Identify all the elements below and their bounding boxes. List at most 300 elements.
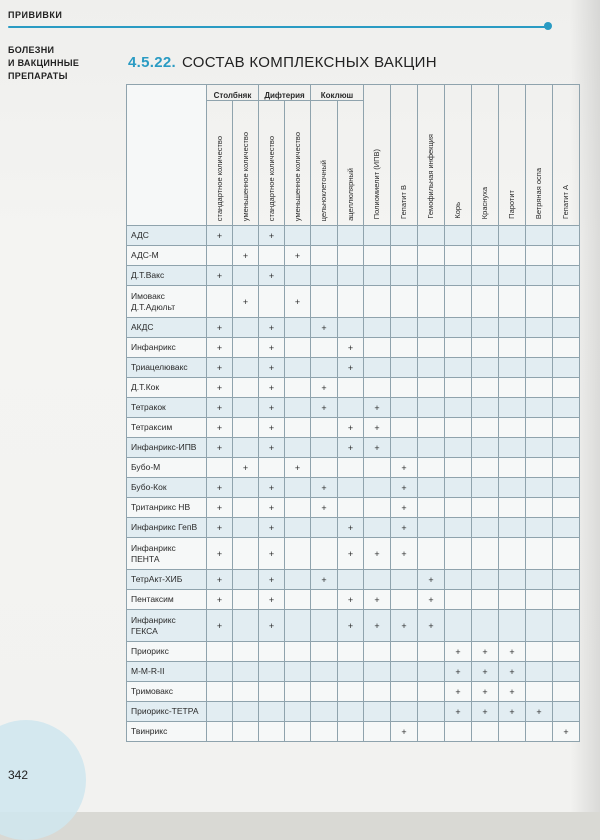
component-cell bbox=[311, 642, 338, 662]
component-cell bbox=[233, 498, 259, 518]
component-cell bbox=[233, 338, 259, 358]
vaccine-name: Д.Т.Кок bbox=[127, 378, 207, 398]
component-cell: + bbox=[259, 358, 285, 378]
vaccine-name: АКДС bbox=[127, 318, 207, 338]
component-cell bbox=[285, 702, 311, 722]
component-cell bbox=[472, 610, 499, 642]
component-cell bbox=[553, 418, 580, 438]
header-rule bbox=[8, 26, 548, 28]
component-cell bbox=[391, 590, 418, 610]
component-cell bbox=[418, 518, 445, 538]
component-cell bbox=[553, 378, 580, 398]
component-cell bbox=[338, 398, 364, 418]
vaccine-name: Приорикс-ТЕТРА bbox=[127, 702, 207, 722]
component-cell bbox=[233, 378, 259, 398]
group-tetanus: Столбняк bbox=[207, 85, 259, 101]
component-cell bbox=[445, 498, 472, 518]
component-cell bbox=[364, 358, 391, 378]
component-cell bbox=[338, 662, 364, 682]
component-cell bbox=[445, 418, 472, 438]
component-cell bbox=[311, 458, 338, 478]
component-cell: + bbox=[364, 590, 391, 610]
component-cell bbox=[338, 642, 364, 662]
component-cell: + bbox=[207, 398, 233, 418]
col-header-mumps: Паротит bbox=[499, 85, 526, 226]
component-cell bbox=[553, 358, 580, 378]
table-row bbox=[127, 226, 580, 246]
component-cell bbox=[338, 498, 364, 518]
component-cell bbox=[338, 722, 364, 742]
component-cell bbox=[311, 418, 338, 438]
component-cell bbox=[499, 438, 526, 458]
component-cell bbox=[499, 338, 526, 358]
component-cell bbox=[526, 518, 553, 538]
component-cell bbox=[233, 418, 259, 438]
vaccine-name: Инфанрикс ГЕКСА bbox=[127, 610, 207, 642]
component-cell: + bbox=[207, 418, 233, 438]
component-cell bbox=[391, 570, 418, 590]
vaccine-name: Бубо-М bbox=[127, 458, 207, 478]
component-cell bbox=[445, 338, 472, 358]
component-cell bbox=[526, 458, 553, 478]
component-cell bbox=[233, 702, 259, 722]
table-row bbox=[127, 538, 580, 570]
component-cell: + bbox=[259, 418, 285, 438]
table-body bbox=[127, 226, 580, 742]
component-cell bbox=[418, 358, 445, 378]
title-number: 4.5.22. bbox=[128, 54, 176, 71]
component-cell bbox=[418, 538, 445, 570]
col-header-pertussis-whole-cell: цельноклеточный bbox=[311, 101, 338, 226]
component-cell: + bbox=[364, 610, 391, 642]
component-cell bbox=[207, 702, 233, 722]
table-row bbox=[127, 418, 580, 438]
table-row bbox=[127, 498, 580, 518]
component-cell: + bbox=[391, 518, 418, 538]
component-cell bbox=[285, 590, 311, 610]
component-cell bbox=[418, 438, 445, 458]
component-cell bbox=[472, 518, 499, 538]
component-cell: + bbox=[259, 318, 285, 338]
component-cell bbox=[233, 590, 259, 610]
table-row bbox=[127, 642, 580, 662]
component-cell bbox=[391, 338, 418, 358]
component-cell bbox=[472, 226, 499, 246]
component-cell bbox=[553, 226, 580, 246]
component-cell bbox=[259, 722, 285, 742]
component-cell: + bbox=[207, 570, 233, 590]
component-cell: + bbox=[391, 478, 418, 498]
component-cell: + bbox=[233, 286, 259, 318]
component-cell bbox=[445, 458, 472, 478]
component-cell bbox=[418, 266, 445, 286]
component-cell bbox=[391, 286, 418, 318]
component-cell bbox=[499, 398, 526, 418]
col-header-diphtheria-reduced: уменьшенное количество bbox=[285, 101, 311, 226]
component-cell bbox=[364, 246, 391, 266]
component-cell bbox=[311, 610, 338, 642]
component-cell bbox=[259, 246, 285, 266]
component-cell: + bbox=[233, 246, 259, 266]
component-cell bbox=[364, 498, 391, 518]
component-cell: + bbox=[285, 286, 311, 318]
vaccine-name: ТетрАкт-ХИБ bbox=[127, 570, 207, 590]
component-cell bbox=[418, 418, 445, 438]
col-header-varicella: Ветряная оспа bbox=[526, 85, 553, 226]
component-cell: + bbox=[259, 498, 285, 518]
component-cell: + bbox=[207, 318, 233, 338]
component-cell bbox=[499, 498, 526, 518]
component-cell bbox=[207, 662, 233, 682]
component-cell bbox=[526, 378, 553, 398]
component-cell: + bbox=[338, 610, 364, 642]
component-cell bbox=[233, 398, 259, 418]
component-cell bbox=[233, 722, 259, 742]
table-row bbox=[127, 246, 580, 266]
component-cell bbox=[418, 286, 445, 318]
component-cell: + bbox=[311, 570, 338, 590]
component-cell: + bbox=[499, 642, 526, 662]
component-cell bbox=[553, 498, 580, 518]
component-cell bbox=[499, 418, 526, 438]
component-cell: + bbox=[233, 458, 259, 478]
component-cell bbox=[553, 318, 580, 338]
component-cell: + bbox=[418, 570, 445, 590]
col-header-measles: Корь bbox=[445, 85, 472, 226]
component-cell: + bbox=[311, 378, 338, 398]
component-cell bbox=[472, 538, 499, 570]
component-cell bbox=[472, 358, 499, 378]
component-cell bbox=[259, 702, 285, 722]
component-cell bbox=[285, 378, 311, 398]
component-cell: + bbox=[553, 722, 580, 742]
component-cell bbox=[311, 266, 338, 286]
component-cell bbox=[526, 418, 553, 438]
component-cell bbox=[526, 610, 553, 642]
component-cell bbox=[233, 358, 259, 378]
component-cell bbox=[311, 438, 338, 458]
component-cell: + bbox=[259, 398, 285, 418]
component-cell bbox=[472, 378, 499, 398]
component-cell: + bbox=[526, 702, 553, 722]
group-header-row bbox=[127, 85, 580, 101]
component-cell: + bbox=[338, 438, 364, 458]
component-cell bbox=[391, 682, 418, 702]
component-cell bbox=[553, 642, 580, 662]
component-cell: + bbox=[207, 358, 233, 378]
vaccine-name: Имовакс Д.Т.Адюльт bbox=[127, 286, 207, 318]
component-cell bbox=[553, 266, 580, 286]
component-cell bbox=[526, 682, 553, 702]
component-cell: + bbox=[338, 418, 364, 438]
component-cell bbox=[445, 438, 472, 458]
vaccine-name: Инфанрикс bbox=[127, 338, 207, 358]
component-cell bbox=[364, 338, 391, 358]
component-cell bbox=[364, 662, 391, 682]
table-row bbox=[127, 518, 580, 538]
vaccine-composition-table bbox=[126, 84, 580, 742]
component-cell: + bbox=[391, 538, 418, 570]
component-cell: + bbox=[445, 682, 472, 702]
component-cell bbox=[311, 286, 338, 318]
component-cell bbox=[364, 266, 391, 286]
component-cell bbox=[364, 702, 391, 722]
component-cell bbox=[553, 538, 580, 570]
component-cell bbox=[233, 438, 259, 458]
component-cell bbox=[285, 266, 311, 286]
vaccine-name: Д.Т.Вакс bbox=[127, 266, 207, 286]
table-row bbox=[127, 378, 580, 398]
component-cell bbox=[364, 570, 391, 590]
component-cell bbox=[285, 478, 311, 498]
component-cell bbox=[311, 590, 338, 610]
col-header-hepb: Гепатит B bbox=[391, 85, 418, 226]
component-cell: + bbox=[418, 610, 445, 642]
component-cell bbox=[311, 682, 338, 702]
component-cell bbox=[472, 398, 499, 418]
component-cell bbox=[445, 722, 472, 742]
component-cell bbox=[445, 226, 472, 246]
component-cell bbox=[391, 418, 418, 438]
component-cell: + bbox=[338, 590, 364, 610]
component-cell bbox=[391, 642, 418, 662]
component-cell bbox=[364, 682, 391, 702]
component-cell bbox=[445, 358, 472, 378]
component-cell bbox=[207, 286, 233, 318]
component-cell bbox=[445, 318, 472, 338]
component-cell bbox=[553, 518, 580, 538]
component-cell: + bbox=[207, 266, 233, 286]
component-cell bbox=[418, 226, 445, 246]
component-cell bbox=[259, 642, 285, 662]
col-header-hepa: Гепатит A bbox=[553, 85, 580, 226]
component-cell: + bbox=[207, 538, 233, 570]
component-cell: + bbox=[285, 246, 311, 266]
title-text: СОСТАВ КОМПЛЕКСНЫХ ВАКЦИН bbox=[181, 54, 437, 71]
component-cell: + bbox=[499, 682, 526, 702]
component-cell bbox=[285, 642, 311, 662]
component-cell bbox=[445, 266, 472, 286]
component-cell bbox=[391, 378, 418, 398]
component-cell bbox=[338, 378, 364, 398]
component-cell bbox=[338, 682, 364, 702]
component-cell bbox=[526, 642, 553, 662]
component-cell bbox=[285, 226, 311, 246]
component-cell bbox=[553, 610, 580, 642]
component-cell: + bbox=[338, 518, 364, 538]
component-cell bbox=[445, 538, 472, 570]
component-cell: + bbox=[259, 378, 285, 398]
component-cell bbox=[499, 570, 526, 590]
component-cell bbox=[418, 246, 445, 266]
component-cell: + bbox=[311, 398, 338, 418]
component-cell bbox=[364, 642, 391, 662]
component-cell bbox=[553, 286, 580, 318]
table-row bbox=[127, 286, 580, 318]
component-cell: + bbox=[364, 438, 391, 458]
component-cell bbox=[285, 358, 311, 378]
component-cell: + bbox=[259, 338, 285, 358]
component-cell bbox=[418, 478, 445, 498]
component-cell bbox=[418, 662, 445, 682]
component-cell: + bbox=[259, 538, 285, 570]
component-cell: + bbox=[207, 378, 233, 398]
component-cell: + bbox=[472, 702, 499, 722]
component-cell: + bbox=[364, 418, 391, 438]
component-cell bbox=[233, 226, 259, 246]
component-cell bbox=[311, 246, 338, 266]
component-cell bbox=[472, 266, 499, 286]
component-cell bbox=[526, 662, 553, 682]
component-cell bbox=[311, 722, 338, 742]
component-cell bbox=[285, 722, 311, 742]
component-cell bbox=[553, 398, 580, 418]
col-header-hib: Гемофильная инфекция bbox=[418, 85, 445, 226]
component-cell bbox=[445, 398, 472, 418]
col-header-polio: Полиомиелит (ИПВ) bbox=[364, 85, 391, 226]
component-cell: + bbox=[259, 610, 285, 642]
component-cell bbox=[207, 722, 233, 742]
table-row bbox=[127, 358, 580, 378]
component-cell bbox=[391, 246, 418, 266]
component-cell bbox=[553, 662, 580, 682]
component-cell bbox=[364, 378, 391, 398]
vaccine-name: Тританрикс НВ bbox=[127, 498, 207, 518]
component-cell bbox=[285, 438, 311, 458]
component-cell bbox=[311, 662, 338, 682]
component-cell: + bbox=[364, 398, 391, 418]
component-cell bbox=[364, 722, 391, 742]
component-cell bbox=[285, 570, 311, 590]
component-cell bbox=[207, 246, 233, 266]
component-cell: + bbox=[472, 662, 499, 682]
component-cell bbox=[364, 318, 391, 338]
component-cell: + bbox=[259, 438, 285, 458]
component-cell bbox=[445, 378, 472, 398]
component-cell bbox=[499, 286, 526, 318]
vaccine-name: АДС bbox=[127, 226, 207, 246]
col-header-rubella: Краснуха bbox=[472, 85, 499, 226]
component-cell bbox=[233, 538, 259, 570]
table-row bbox=[127, 266, 580, 286]
component-cell bbox=[472, 478, 499, 498]
component-cell bbox=[207, 682, 233, 702]
component-cell: + bbox=[445, 642, 472, 662]
component-cell bbox=[311, 358, 338, 378]
table-row bbox=[127, 398, 580, 418]
component-cell: + bbox=[445, 662, 472, 682]
component-cell: + bbox=[499, 662, 526, 682]
vaccine-name: АДС-М bbox=[127, 246, 207, 266]
component-cell bbox=[472, 570, 499, 590]
component-cell bbox=[285, 538, 311, 570]
table-row bbox=[127, 478, 580, 498]
vaccine-name: Пентаксим bbox=[127, 590, 207, 610]
component-cell: + bbox=[259, 478, 285, 498]
component-cell bbox=[526, 498, 553, 518]
component-cell bbox=[285, 662, 311, 682]
vaccine-name: Инфанрикс-ИПВ bbox=[127, 438, 207, 458]
component-cell bbox=[391, 702, 418, 722]
component-cell: + bbox=[391, 458, 418, 478]
vaccine-name: Тримовакс bbox=[127, 682, 207, 702]
vaccine-name: Твинрикс bbox=[127, 722, 207, 742]
component-cell bbox=[338, 286, 364, 318]
component-cell bbox=[418, 338, 445, 358]
component-cell bbox=[418, 642, 445, 662]
component-cell bbox=[499, 590, 526, 610]
component-cell bbox=[233, 610, 259, 642]
component-cell bbox=[499, 722, 526, 742]
col-header-tetanus-standard: стандартное количество bbox=[207, 101, 233, 226]
component-cell bbox=[472, 318, 499, 338]
component-cell bbox=[338, 478, 364, 498]
component-cell bbox=[553, 590, 580, 610]
component-cell bbox=[472, 418, 499, 438]
component-cell bbox=[445, 570, 472, 590]
component-cell: + bbox=[285, 458, 311, 478]
component-cell bbox=[207, 458, 233, 478]
component-cell bbox=[364, 518, 391, 538]
component-cell: + bbox=[364, 538, 391, 570]
table-row bbox=[127, 610, 580, 642]
component-cell bbox=[311, 702, 338, 722]
component-cell bbox=[526, 570, 553, 590]
component-cell bbox=[391, 438, 418, 458]
component-cell: + bbox=[259, 590, 285, 610]
table-row bbox=[127, 682, 580, 702]
component-cell bbox=[418, 378, 445, 398]
component-cell bbox=[233, 642, 259, 662]
component-cell bbox=[526, 318, 553, 338]
component-cell bbox=[364, 286, 391, 318]
component-cell bbox=[418, 722, 445, 742]
vaccine-name: Тетраксим bbox=[127, 418, 207, 438]
component-cell bbox=[259, 682, 285, 702]
component-cell bbox=[499, 610, 526, 642]
component-cell bbox=[499, 378, 526, 398]
component-cell bbox=[391, 358, 418, 378]
component-cell: + bbox=[207, 438, 233, 458]
component-cell bbox=[526, 266, 553, 286]
vaccine-name: Приорикс bbox=[127, 642, 207, 662]
component-cell bbox=[391, 398, 418, 418]
component-cell: + bbox=[338, 358, 364, 378]
component-cell: + bbox=[207, 610, 233, 642]
component-cell bbox=[499, 226, 526, 246]
table-row bbox=[127, 662, 580, 682]
component-cell bbox=[445, 590, 472, 610]
component-cell bbox=[364, 458, 391, 478]
component-cell bbox=[499, 518, 526, 538]
component-cell bbox=[553, 570, 580, 590]
component-cell: + bbox=[418, 590, 445, 610]
component-cell bbox=[207, 642, 233, 662]
component-cell: + bbox=[311, 498, 338, 518]
chapter-side-title: БОЛЕЗНИ И ВАКЦИННЫЕ ПРЕПАРАТЫ bbox=[8, 45, 80, 81]
table-row bbox=[127, 338, 580, 358]
group-pertussis: Коклюш bbox=[311, 85, 364, 101]
component-cell bbox=[285, 682, 311, 702]
table-row bbox=[127, 570, 580, 590]
component-cell: + bbox=[259, 266, 285, 286]
component-cell bbox=[445, 478, 472, 498]
component-cell bbox=[233, 662, 259, 682]
table-row bbox=[127, 702, 580, 722]
component-cell bbox=[445, 518, 472, 538]
component-cell bbox=[526, 246, 553, 266]
component-cell bbox=[472, 338, 499, 358]
